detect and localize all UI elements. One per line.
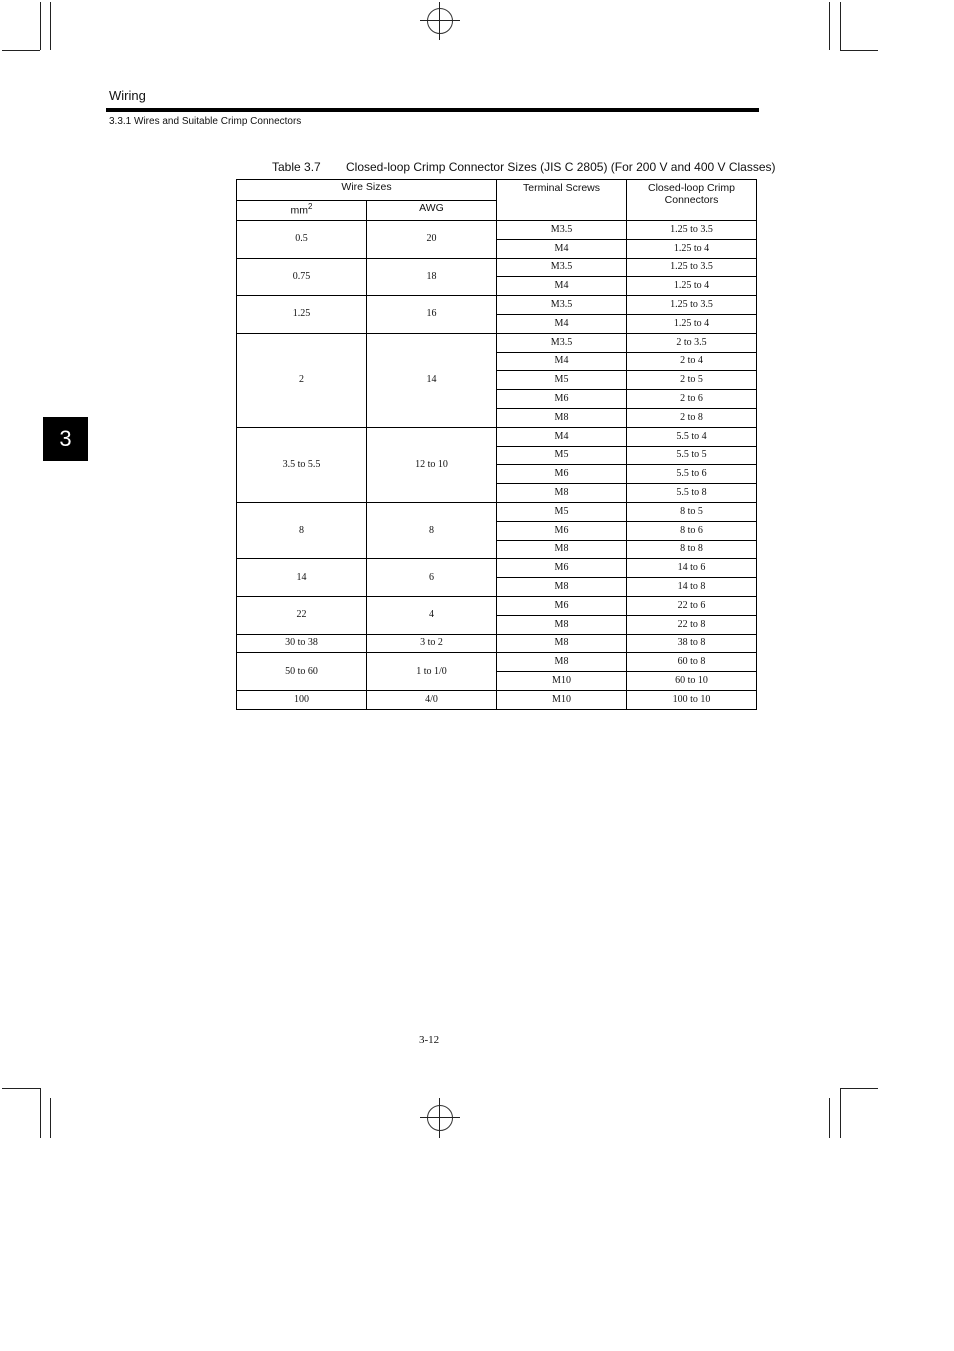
cell-terminal-screw: M6 xyxy=(497,596,627,615)
cell-crimp-connector: 1.25 to 4 xyxy=(627,239,757,258)
cell-terminal-screw: M4 xyxy=(497,314,627,333)
cell-wire-mm2: 14 xyxy=(237,559,367,597)
cell-crimp-connector: 1.25 to 3.5 xyxy=(627,296,757,315)
cell-wire-mm2: 30 to 38 xyxy=(237,634,367,653)
cell-terminal-screw: M4 xyxy=(497,427,627,446)
cell-wire-awg: 16 xyxy=(367,296,497,334)
cell-crimp-connector: 22 to 8 xyxy=(627,615,757,634)
cell-terminal-screw: M3.5 xyxy=(497,333,627,352)
cell-terminal-screw: M6 xyxy=(497,559,627,578)
cell-crimp-connector: 22 to 6 xyxy=(627,596,757,615)
cell-crimp-connector: 2 to 8 xyxy=(627,408,757,427)
page-number: 3-12 xyxy=(419,1034,440,1046)
cell-terminal-screw: M6 xyxy=(497,390,627,409)
header-mm-label: mm xyxy=(290,204,309,217)
cell-crimp-connector: 100 to 10 xyxy=(627,690,757,709)
header-crimp-connectors: Closed-loop Crimp Connectors xyxy=(627,180,757,221)
table-row xyxy=(237,333,757,352)
section-title: Wiring xyxy=(109,88,146,103)
cell-wire-awg: 4/0 xyxy=(367,690,497,709)
cell-wire-mm2: 8 xyxy=(237,502,367,558)
cell-terminal-screw: M8 xyxy=(497,408,627,427)
cell-crimp-connector: 2 to 5 xyxy=(627,371,757,390)
cell-crimp-connector: 8 to 8 xyxy=(627,540,757,559)
subsection-heading: 3.3.1 Wires and Suitable Crimp Connectors xyxy=(109,116,302,127)
cell-crimp-connector: 14 to 6 xyxy=(627,559,757,578)
cell-terminal-screw: M8 xyxy=(497,634,627,653)
table-row xyxy=(237,502,757,521)
cell-terminal-screw: M3.5 xyxy=(497,221,627,240)
header-wire-sizes: Wire Sizes xyxy=(237,180,497,201)
cell-terminal-screw: M8 xyxy=(497,615,627,634)
table-caption-number: Table 3.7 xyxy=(272,160,321,174)
cell-terminal-screw: M5 xyxy=(497,502,627,521)
header-mm2 xyxy=(237,201,367,221)
cell-crimp-connector: 5.5 to 4 xyxy=(627,427,757,446)
cell-wire-mm2: 50 to 60 xyxy=(237,653,367,691)
cell-terminal-screw: M3.5 xyxy=(497,296,627,315)
table-row xyxy=(237,634,757,653)
table-row xyxy=(237,559,757,578)
cell-crimp-connector: 60 to 8 xyxy=(627,653,757,672)
table-body xyxy=(237,221,757,710)
cell-wire-awg: 3 to 2 xyxy=(367,634,497,653)
cell-wire-awg: 6 xyxy=(367,559,497,597)
cell-crimp-connector: 5.5 to 5 xyxy=(627,446,757,465)
cell-wire-awg: 1 to 1/0 xyxy=(367,653,497,691)
table-caption-text: Closed-loop Crimp Connector Sizes (JIS C 2805) (For 200 V and 400 V Classes) xyxy=(346,160,776,174)
table-row xyxy=(237,221,757,240)
cell-crimp-connector: 38 to 8 xyxy=(627,634,757,653)
cell-terminal-screw: M8 xyxy=(497,653,627,672)
table-row xyxy=(237,653,757,672)
cell-wire-awg: 8 xyxy=(367,502,497,558)
header-rule xyxy=(106,108,759,112)
cell-crimp-connector: 14 to 8 xyxy=(627,578,757,597)
table-row xyxy=(237,296,757,315)
chapter-tab: 3 xyxy=(43,417,88,461)
crimp-connector-table xyxy=(236,179,757,710)
cell-terminal-screw: M8 xyxy=(497,540,627,559)
cell-crimp-connector: 1.25 to 4 xyxy=(627,314,757,333)
cell-crimp-connector: 1.25 to 3.5 xyxy=(627,258,757,277)
cell-terminal-screw: M6 xyxy=(497,521,627,540)
table-row xyxy=(237,427,757,446)
cell-terminal-screw: M5 xyxy=(497,371,627,390)
table-row xyxy=(237,690,757,709)
cell-crimp-connector: 8 to 5 xyxy=(627,502,757,521)
header-mm-superscript: 2 xyxy=(308,202,313,211)
cell-crimp-connector: 1.25 to 3.5 xyxy=(627,221,757,240)
cell-wire-awg: 14 xyxy=(367,333,497,427)
cell-terminal-screw: M6 xyxy=(497,465,627,484)
cell-terminal-screw: M3.5 xyxy=(497,258,627,277)
cell-wire-mm2: 100 xyxy=(237,690,367,709)
cell-wire-mm2: 2 xyxy=(237,333,367,427)
cell-terminal-screw: M10 xyxy=(497,690,627,709)
cell-wire-mm2: 3.5 to 5.5 xyxy=(237,427,367,502)
cell-crimp-connector: 8 to 6 xyxy=(627,521,757,540)
cell-wire-awg: 20 xyxy=(367,221,497,259)
cell-wire-awg: 18 xyxy=(367,258,497,296)
cell-crimp-connector: 2 to 3.5 xyxy=(627,333,757,352)
cell-crimp-connector: 1.25 to 4 xyxy=(627,277,757,296)
cell-terminal-screw: M4 xyxy=(497,352,627,371)
cell-wire-awg: 12 to 10 xyxy=(367,427,497,502)
table-caption xyxy=(272,160,776,174)
header-awg: AWG xyxy=(367,201,497,221)
cell-terminal-screw: M10 xyxy=(497,672,627,691)
cell-wire-awg: 4 xyxy=(367,596,497,634)
cell-crimp-connector: 5.5 to 6 xyxy=(627,465,757,484)
cell-crimp-connector: 2 to 4 xyxy=(627,352,757,371)
cell-crimp-connector: 60 to 10 xyxy=(627,672,757,691)
table-row xyxy=(237,596,757,615)
cell-wire-mm2: 22 xyxy=(237,596,367,634)
cell-wire-mm2: 1.25 xyxy=(237,296,367,334)
cell-wire-mm2: 0.5 xyxy=(237,221,367,259)
cell-crimp-connector: 2 to 6 xyxy=(627,390,757,409)
cell-terminal-screw: M4 xyxy=(497,239,627,258)
cell-terminal-screw: M4 xyxy=(497,277,627,296)
cell-crimp-connector: 5.5 to 8 xyxy=(627,484,757,503)
cell-terminal-screw: M8 xyxy=(497,484,627,503)
cell-wire-mm2: 0.75 xyxy=(237,258,367,296)
cell-terminal-screw: M8 xyxy=(497,578,627,597)
header-terminal-screws: Terminal Screws xyxy=(497,180,627,221)
table-row xyxy=(237,258,757,277)
cell-terminal-screw: M5 xyxy=(497,446,627,465)
